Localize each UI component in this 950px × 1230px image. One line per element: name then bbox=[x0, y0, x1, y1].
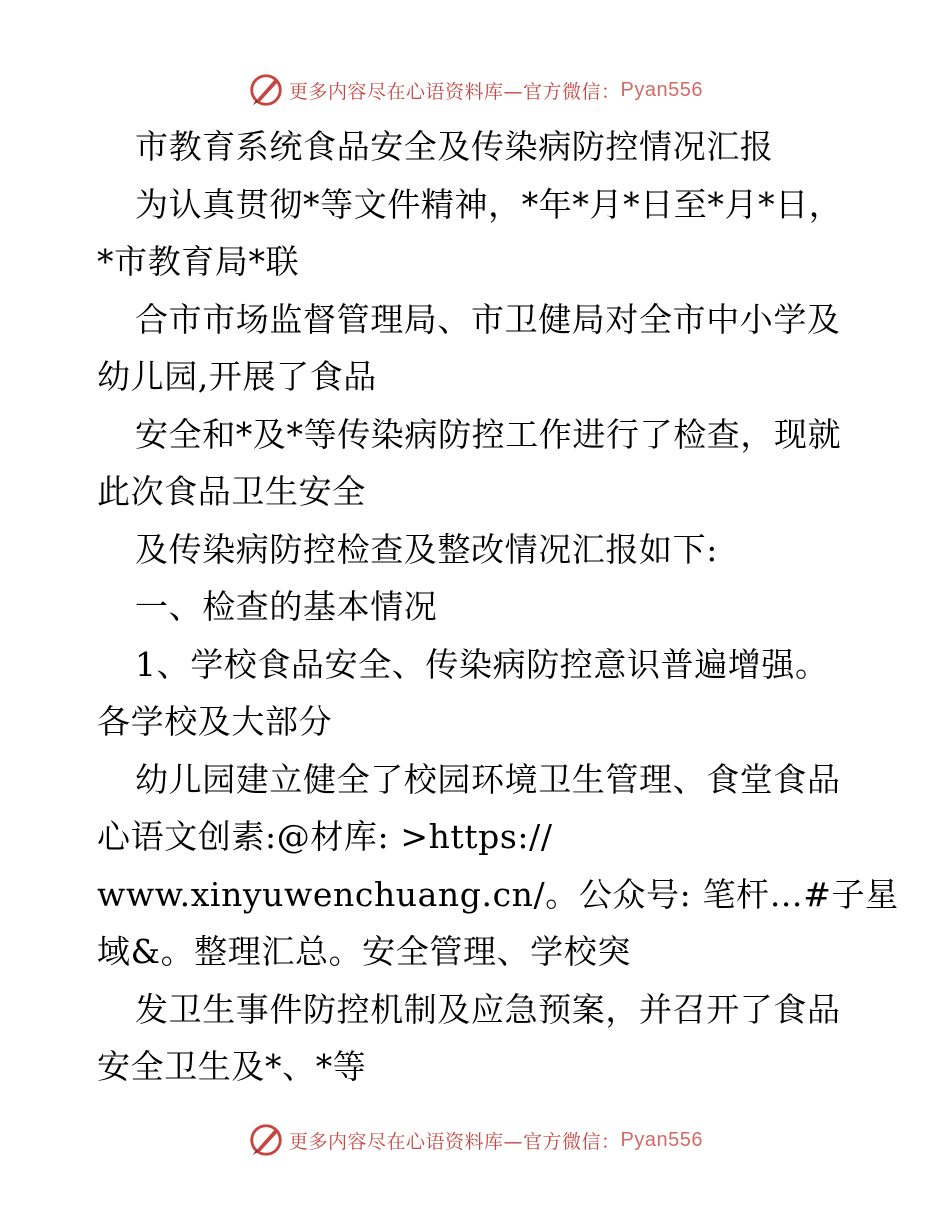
document-body bbox=[97, 118, 899, 1096]
paragraph-line: *市教育局*联 bbox=[97, 242, 300, 281]
paragraph-line: 发卫生事件防控机制及应急预案，并召开了食品 bbox=[135, 989, 841, 1029]
paragraph-line: 各学校及大部分 bbox=[97, 702, 333, 741]
paragraph-line: 域&。整理汇总。安全管理、学校突 bbox=[97, 932, 631, 971]
watermark-text: 更多内容尽在心语资料库—官方微信： bbox=[289, 1130, 621, 1153]
paragraph-line: 1、学校食品安全、传染病防控意识普遍增强。 bbox=[135, 644, 829, 684]
header-watermark bbox=[0, 70, 950, 110]
paragraph-line: 安全和*及*等传染病防控工作进行了检查，现就 bbox=[135, 414, 842, 454]
section-heading: 一、检查的基本情况 bbox=[135, 587, 438, 626]
paragraph-line: 及传染病防控检查及整改情况汇报如下: bbox=[135, 529, 718, 569]
footer-watermark bbox=[0, 1120, 950, 1160]
paragraph-line: 安全卫生及*、*等 bbox=[97, 1047, 367, 1086]
paragraph-line: 幼儿园建立健全了校园环境卫生管理、食堂食品 bbox=[135, 759, 841, 799]
watermark-text: 更多内容尽在心语资料库—官方微信： bbox=[289, 80, 621, 103]
watermark-wechat-id: Pyan556 bbox=[620, 78, 703, 101]
document-title: 市教育系统食品安全及传染病防控情况汇报 bbox=[135, 127, 774, 166]
quill-logo-icon bbox=[247, 71, 285, 109]
quill-logo-icon bbox=[247, 1121, 285, 1159]
paragraph-line: 为认真贯彻*等文件精神，*年*月*日至*月*日， bbox=[135, 184, 843, 224]
paragraph-line: 心语文创素:@材库: >https:// bbox=[97, 817, 553, 856]
watermark-wechat-id: Pyan556 bbox=[620, 1128, 703, 1151]
paragraph-line: 幼儿园,开展了食品 bbox=[97, 357, 377, 396]
paragraph-line: www.xinyuwenchuang.cn/。公众号: 笔杆…#子星 bbox=[97, 874, 899, 914]
paragraph-line: 合市市场监督管理局、市卫健局对全市中小学及 bbox=[135, 299, 841, 339]
paragraph-line: 此次食品卫生安全 bbox=[97, 472, 366, 511]
